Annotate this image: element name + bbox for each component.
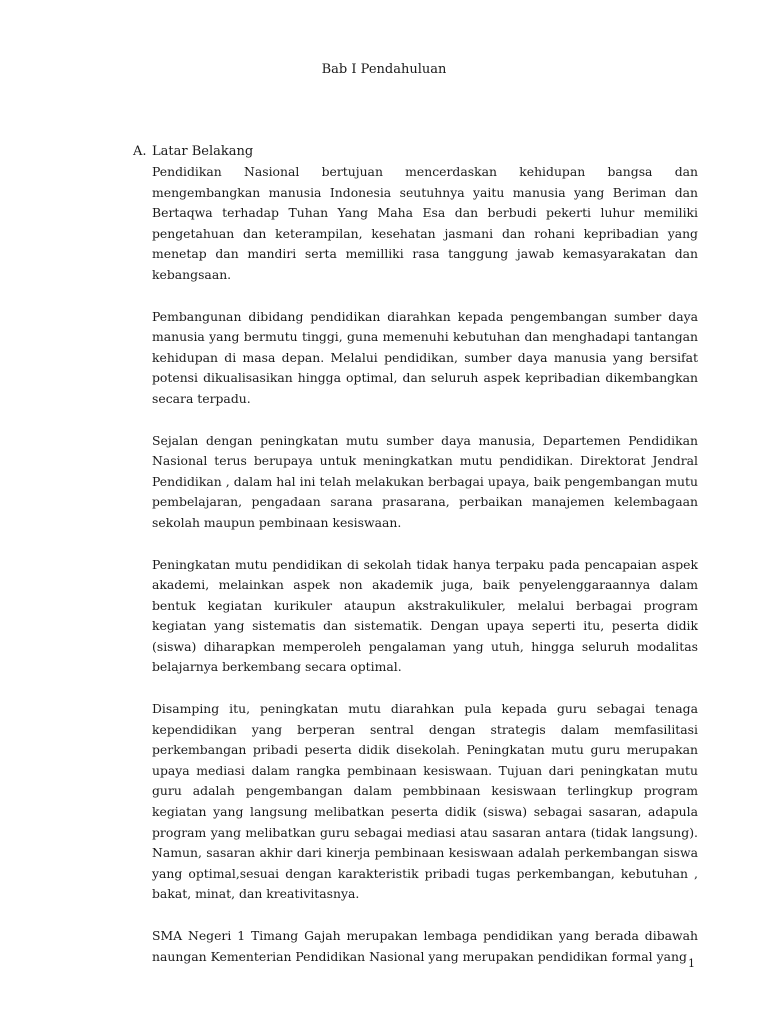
paragraph-4: Peningkatan mutu pendidikan di sekolah tidak hanya terpaku pada pencapaian aspek akademi, melainkan aspek non akademik juga, baik penyelenggaraannya dalam bentuk kegiatan kurikuler ataupun akstrakulikuler, melalui berbagai program kegiatan yang sistematis dan sistematik. Dengan upaya seperti itu, peserta didik (siswa) diharapkan memperoleh pengalaman yang utuh, hingga seluruh modalitas belajarnya berkembang secara optimal. bbox=[152, 556, 698, 675]
section-body bbox=[152, 162, 698, 967]
section-heading-text: Latar Belakang bbox=[152, 144, 254, 159]
section-letter: A. bbox=[133, 144, 147, 159]
section-latar-belakang bbox=[133, 142, 698, 988]
paragraph-5: Disamping itu, peningkatan mutu diarahkan pula kepada guru sebagai tenaga kependidikan yang berperan sentral dengan strategis dalam memfasilitasi perkembangan pribadi peserta didik disekolah. Peningkatan mutu guru merupakan upaya mediasi dalam rangka pembinaan kesiswaan. Tujuan dari peningkatan mutu guru adalah pengembangan dalam pembbinaan kesiswaan terlingkup program kegiatan yang langsung melibatkan peserta didik (siswa) sebagai sasaran, adapula program yang melibatkan guru sebagai mediasi atau sasaran antara (tidak langsung). Namun, sasaran akhir dari kinerja pembinaan kesiswaan adalah perkembangan siswa yang optimal,sesuai dengan karakteristik pribadi tugas perkembangan, kebutuhan , bakat, minat, dan kreativitasnya. bbox=[152, 701, 698, 902]
paragraph-1: Pendidikan Nasional bertujuan mencerdaskan kehidupan bangsa dan mengembangkan manusia Indonesia seutuhnya yaitu manusia yang Beriman dan Bertaqwa terhadap Tuhan Yang Maha Esa dan berbudi pekerti luhur memiliki pengetahuan dan keterampilan, kesehatan jasmani dan rohani kepribadian yang menetap dan mandiri serta memilliki rasa tanggung jawab kemasyarakatan dan kebangsaan. bbox=[152, 164, 698, 282]
paragraph-6: SMA Negeri 1 Timang Gajah merupakan lembaga pendidikan yang berada dibawah naungan Kementerian Pendidikan Nasional yang merupakan pendidikan formal yang bbox=[152, 928, 698, 964]
page-number: 1 bbox=[688, 957, 695, 970]
section-heading bbox=[133, 142, 698, 162]
chapter-title: Bab I Pendahuluan bbox=[321, 62, 447, 77]
paragraph-2: Pembangunan dibidang pendidikan diarahkan kepada pengembangan sumber daya manusia yang bermutu tinggi, guna memenuhi kebutuhan dan menghadapi tantangan kehidupan di masa depan. Melalui pendidikan, sumber daya manusia yang bersifat potensi dikualisasikan hingga optimal, dan seluruh aspek kepribadian dikembangkan secara terpadu. bbox=[152, 308, 698, 406]
paragraph-3: Sejalan dengan peningkatan mutu sumber daya manusia, Departemen Pendidikan Nasional terus berupaya untuk meningkatkan mutu pendidikan. Direktorat Jendral Pendidikan , dalam hal ini telah melakukan berbagai upaya, baik pengembangan mutu pembelajaran, pengadaan sarana prasarana, perbaikan manajemen kelembagaan sekolah maupun pembinaan kesiswaan. bbox=[152, 432, 698, 530]
